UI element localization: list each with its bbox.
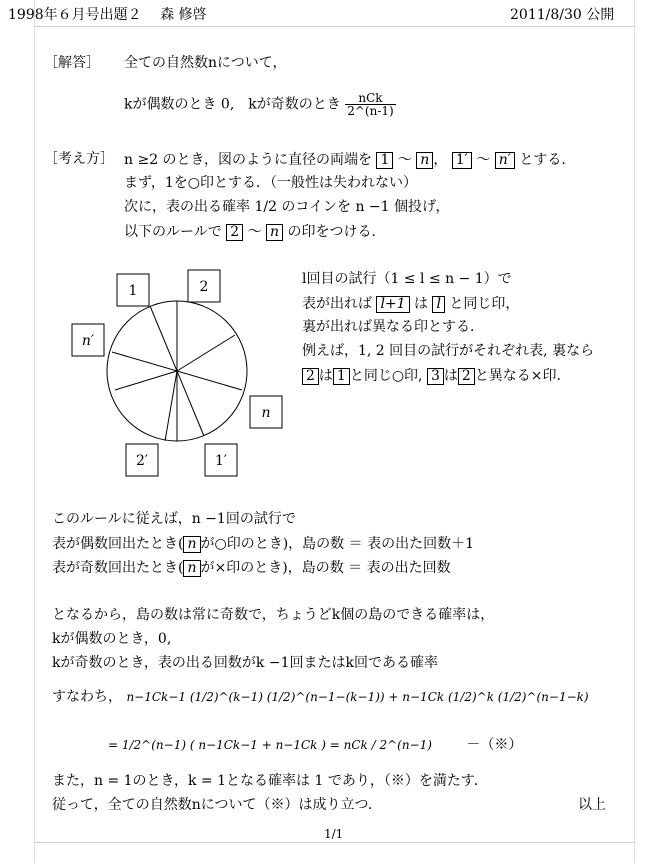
- approach-line3: 次に，表の出る確率 1/2 のコインを n −1 個投げ，: [124, 199, 450, 215]
- header-date: 2011/8/30 公開: [510, 7, 615, 23]
- answer-line2-text: kが偶数のとき 0, kが奇数のとき: [124, 96, 341, 113]
- body-p2: 表が偶数回出たとき( n が○印のとき)，島の数 ＝ 表の出た回数＋1: [52, 536, 474, 552]
- page-number: 1/1: [324, 827, 344, 841]
- rule-l5: 2 は 1 と同じ○印, 3 は 2 と異なる×印.: [302, 368, 561, 385]
- diag-label-1prime: 1′: [214, 453, 228, 469]
- rule-l3: 裏が出れば異なる印とする．: [302, 319, 484, 335]
- answer-label: ［解答］: [44, 55, 100, 71]
- formula-1: n−1Ck−1 (1/2)^(k−1) (1/2)^(n−1−(k−1)) + n−1Ck (1/2)^k (1/2)^(n−1−k): [126, 690, 589, 704]
- footer-divider: [34, 842, 634, 843]
- box-1prime: 1′: [452, 152, 472, 169]
- approach-line2: まず，1を○印とする．（一般性は失われない）: [124, 175, 418, 191]
- body-p3: 表が奇数回出たとき( n が×印のとき)，島の数 ＝ 表の出た回数: [52, 560, 451, 576]
- answer-frac-num: nCk: [345, 92, 395, 105]
- body-p8: [108, 738, 522, 752]
- body-p4: となるから，島の数は常に奇数で，ちょうどk個の島のできる確率は，: [52, 607, 495, 623]
- chord-b: [165, 371, 177, 441]
- diag-label-1: 1: [128, 283, 138, 299]
- body-p5: kが偶数のとき，0,: [52, 631, 172, 647]
- approach-label: ［考え方］: [44, 151, 114, 167]
- left-margin-guide: [34, 0, 35, 863]
- box-2: 2: [226, 224, 243, 241]
- header-title: 1998年６月号出題２ 森 修啓: [8, 7, 207, 23]
- rule-l2: 表が出れば l+1 は l と同じ印，: [302, 296, 520, 312]
- approach-line4: 以下のルールで 2 〜 n の印をつける.: [124, 224, 376, 240]
- body-p10: 従って，全ての自然数nについて（※）は成り立つ．: [52, 797, 382, 813]
- right-margin-guide: [634, 0, 635, 863]
- box-n: n: [416, 152, 433, 169]
- diag-label-2: 2: [199, 279, 209, 295]
- rule-l1: l回目の試行（1 ≤ l ≤ n − 1）で: [302, 271, 512, 287]
- body-end: 以上: [578, 797, 606, 813]
- answer-fraction: [345, 92, 395, 117]
- rule-l4: 例えば，1, 2 回目の試行がそれぞれ表, 裏なら: [302, 343, 595, 359]
- chord-c: [177, 335, 235, 371]
- box-n-2: n: [266, 224, 283, 241]
- diag-label-n: n: [261, 405, 271, 421]
- diag-label-nprime: n′: [81, 333, 95, 349]
- answer-frac-den: 2^(n-1): [347, 104, 394, 118]
- chord-d: [115, 371, 177, 390]
- answer-line2: [124, 92, 396, 117]
- header-divider: [34, 26, 634, 27]
- body-p9: また，n = 1のとき，k = 1となる確率は 1 であり，（※）を満たす．: [52, 773, 488, 789]
- formula-2: = 1/2^(n−1) ( n−1Ck−1 + n−1Ck ) = nCk / 2^(n−1): [108, 738, 432, 752]
- box-nprime: n′: [495, 152, 515, 169]
- body-p7: すなわち， n−1Ck−1 (1/2)^(k−1) (1/2)^(n−1−(k−1)) + n−1Ck (1/2)^k (1/2)^(n−1−k): [52, 689, 589, 705]
- box-1: 1: [376, 152, 393, 169]
- body-p1: このルールに従えば，n −1回の試行で: [52, 511, 296, 527]
- approach-line1: n ≥2 のとき，図のように直径の両端を 1 〜 n ， 1′ 〜 n′ とする.: [124, 152, 566, 168]
- answer-line1: 全ての自然数nについて，: [124, 55, 287, 71]
- circle-diagram: [60, 260, 300, 490]
- body-p6: kが奇数のとき，表の出る回数がk −1回またはk回である確率: [52, 655, 438, 671]
- diag-label-2prime: 2′: [135, 453, 149, 469]
- formula-tag: －（※）: [466, 737, 523, 753]
